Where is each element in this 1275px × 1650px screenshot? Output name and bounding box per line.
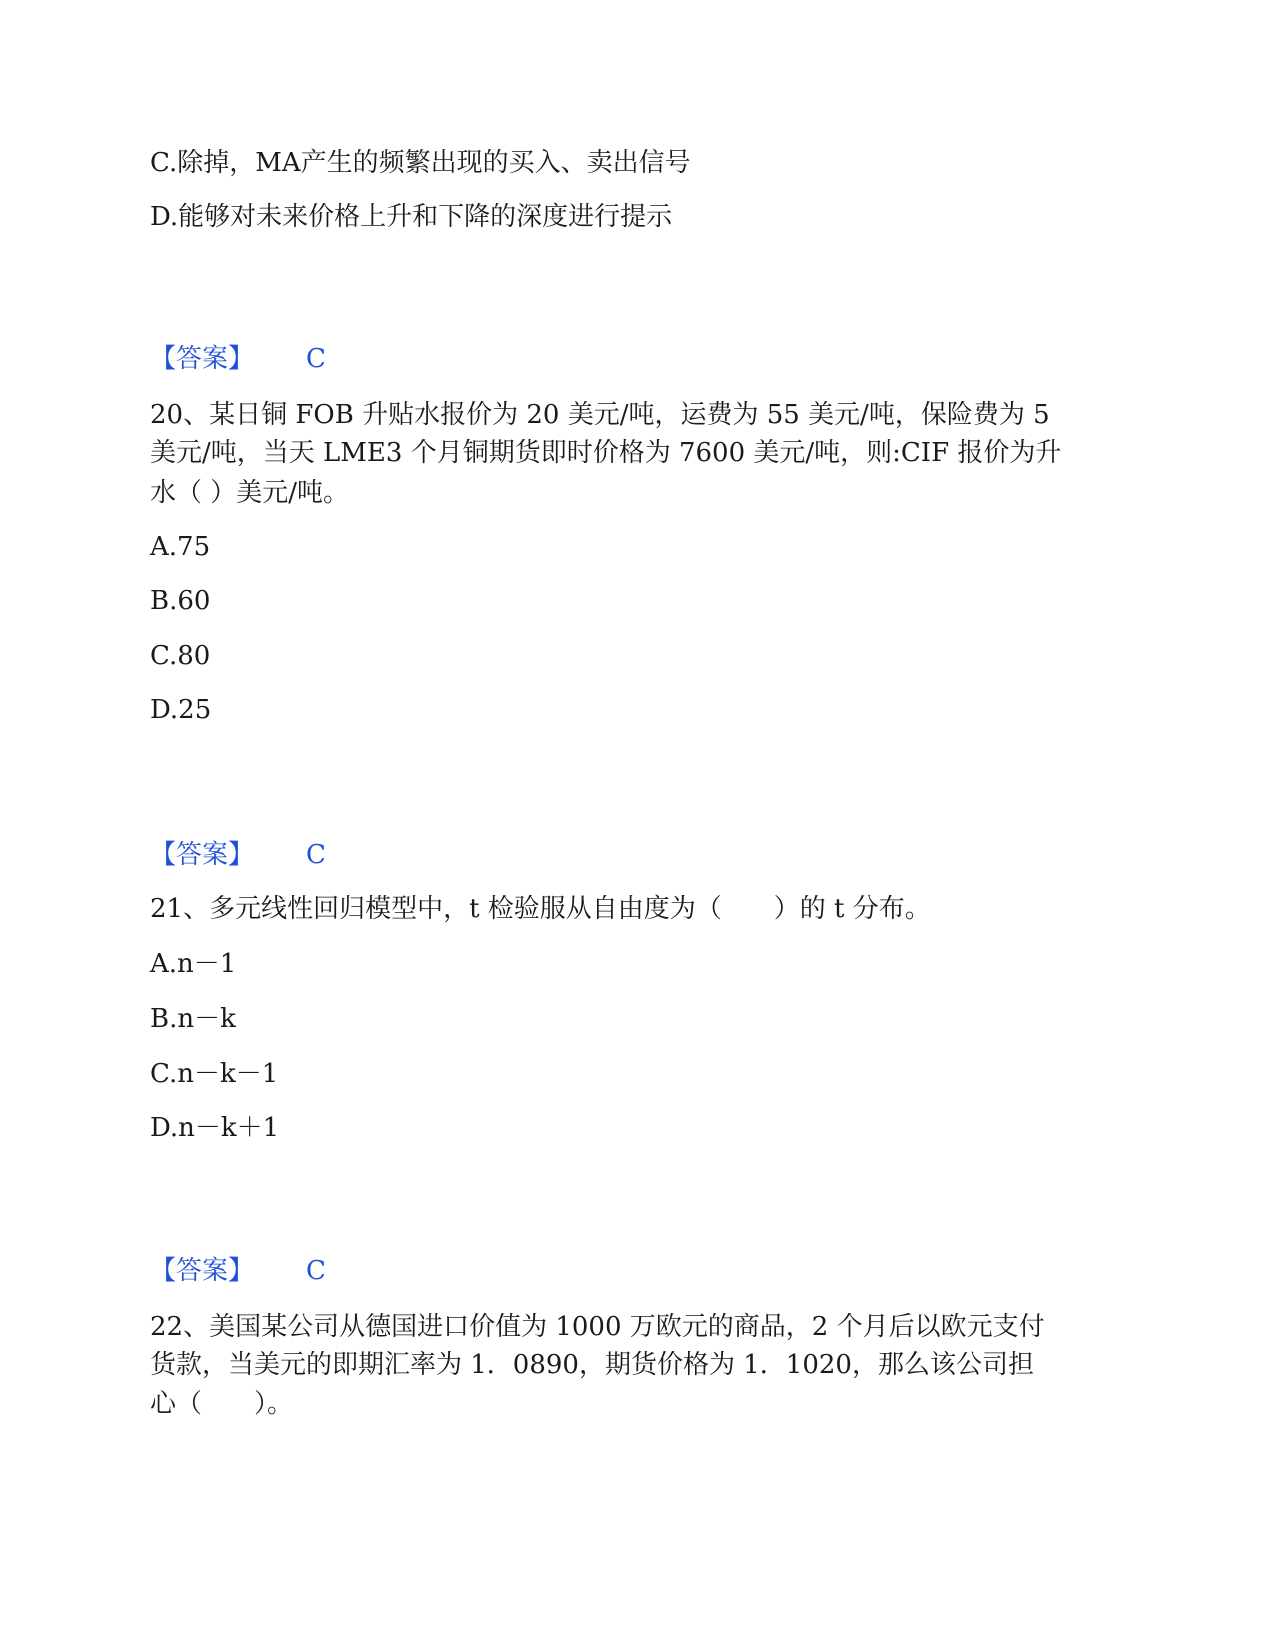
q21-option-a: A.n－1 — [150, 949, 237, 979]
q20-option-a: A.75 — [150, 532, 211, 562]
q21-option-d: D.n－k＋1 — [150, 1113, 280, 1143]
q21-stem-line-1: 21、多元线性回归模型中，t 检验服从自由度为（ ）的 t 分布。 — [150, 894, 931, 924]
answer-label: 【答案】 — [150, 840, 255, 870]
q20-option-c: C.80 — [150, 641, 211, 671]
answer-20 — [150, 840, 326, 870]
q20-option-b: B.60 — [150, 586, 211, 616]
q22-stem-line-2: 货款，当美元的即期汇率为 1．0890，期货价格为 1．1020，那么该公司担 — [150, 1350, 1034, 1380]
q19-option-d: D.能够对未来价格上升和下降的深度进行提示 — [150, 202, 673, 232]
q20-stem-line-1: 20、某日铜 FOB 升贴水报价为 20 美元/吨，运费为 55 美元/吨，保险费为 5 — [150, 400, 1050, 430]
answer-label: 【答案】 — [150, 344, 255, 374]
q19-option-c: C.除掉，MA产生的频繁出现的买入、卖出信号 — [150, 148, 691, 178]
q20-stem-line-3: 水（ ）美元/吨。 — [150, 478, 350, 508]
q21-option-b: B.n－k — [150, 1004, 236, 1034]
q22-stem-line-3: 心（ ）。 — [150, 1389, 294, 1419]
q20-stem-line-2: 美元/吨，当天 LME3 个月铜期货即时价格为 7600 美元/吨，则:CIF 报价为升 — [150, 438, 1062, 468]
q20-option-d: D.25 — [150, 695, 212, 725]
answer-value: C — [306, 344, 326, 374]
answer-value: C — [306, 1256, 326, 1286]
answer-value: C — [306, 840, 326, 870]
answer-21 — [150, 1256, 326, 1286]
q22-stem-line-1: 22、美国某公司从德国进口价值为 1000 万欧元的商品，2 个月后以欧元支付 — [150, 1312, 1045, 1342]
answer-19 — [150, 344, 326, 374]
answer-label: 【答案】 — [150, 1256, 255, 1286]
q21-option-c: C.n－k－1 — [150, 1059, 279, 1089]
